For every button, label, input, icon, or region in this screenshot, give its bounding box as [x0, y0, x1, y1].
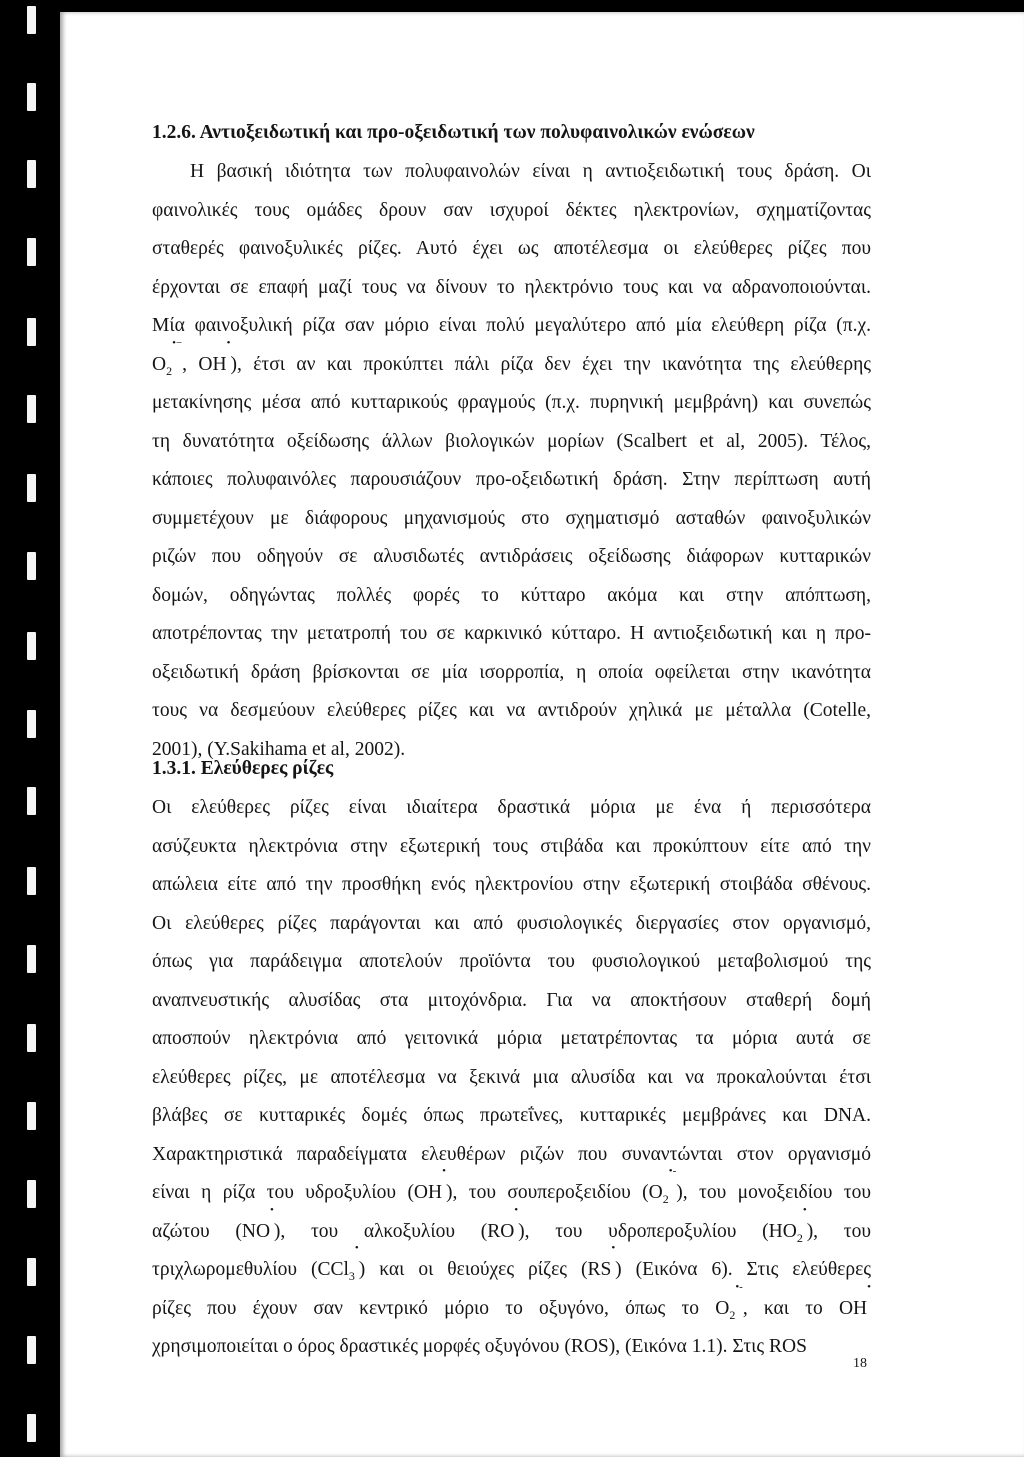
text-line: ριζών που οδηγούν σε αλυσιδωτές αντιδράσεις οξείδωσης διάφορων κυτταρικών — [152, 546, 871, 567]
binder-tick — [27, 632, 36, 660]
text-line: Μία φαινοξυλική ρίζα σαν μόριο είναι πολύ μεγαλύτερο από μία ελεύθερη ρίζα (π.χ. — [152, 315, 871, 336]
text-line: ελεύθερες ρίζες, με αποτέλεσμα να ξεκινά μια αλυσίδα και να προκαλούνται έτσι — [152, 1066, 871, 1088]
binder-tick — [27, 710, 36, 738]
text-line: δομών, οδηγώντας πολλές φορές το κύτταρο ακόμα και στην απόπτωση, — [152, 584, 871, 606]
text-line: ασύζευκτα ηλεκτρόνια στην εξωτερική τους στιβάδα και προκύπτουν είτε από την — [152, 835, 871, 857]
binder-edge — [0, 0, 48, 1457]
binder-tick — [27, 1102, 36, 1130]
binder-tick — [27, 160, 36, 188]
section-heading-1-2-6: 1.2.6. Αντιοξειδωτική και προ-οξειδωτική των πολυφαινολικών ενώσεων — [152, 122, 755, 143]
text-line: φαινολικές τους ομάδες δρουν σαν ισχυροί δέκτες ηλεκτρονίων, σχηματίζοντας — [152, 199, 871, 221]
binder-tick — [27, 1414, 36, 1442]
binder-tick — [27, 945, 36, 973]
text-line: χρησιμοποιείται ο όρος δραστικές μορφές οξυγόνου (ROS), (Εικόνα 1.1). Στις ROS — [152, 1336, 807, 1357]
binder-tick — [27, 1180, 36, 1208]
binder-tick — [27, 474, 36, 502]
text-line: 2001), (Y.Sakihama et al, 2002). — [152, 738, 406, 760]
text-line: $O_2^{•-}$, OH•), έτσι αν και προκύπτει πάλι ρίζα δεν έχει την ικανότητα της ελεύθερης — [152, 336, 871, 378]
text-line: έρχονται σε επαφή μαζί τους να δίνουν το ηλεκτρόνιο τους και να αδρανοποιούνται. — [152, 276, 871, 298]
binder-tick — [27, 552, 36, 580]
text-line: όπως για παράδειγμα αποτελούν προϊόντα του φυσιολογικού μεταβολισμού της — [152, 951, 871, 972]
text-line: κάποιες πολυφαινόλες παρουσιάζουν προ-οξειδωτική δράση. Στην περίπτωση αυτή — [152, 469, 871, 490]
binder-tick — [27, 238, 36, 266]
text-line: μετακίνησης μέσα από κυτταρικούς φραγμούς (π.χ. πυρηνική μεμβράνη) και συνεπώς — [152, 392, 871, 413]
text-line: Οι ελεύθερες ρίζες παράγονται και από φυσιολογικές διεργασίες στον οργανισμό, — [152, 912, 871, 934]
binder-tick — [27, 1336, 36, 1364]
binder-tick — [27, 83, 36, 111]
text-line: τριχλωρομεθυλίου (CCl$_3$•) και οι θειούχες ρίζες (RS•) (Εικόνα 6). Στις ελεύθερες — [152, 1242, 871, 1283]
binder-tick — [27, 395, 36, 423]
text-line: Χαρακτηριστικά παραδείγματα ελευθέρων ριζών που συναντώνται στον οργανισμό — [152, 1143, 871, 1165]
text-line: Η βασική ιδιότητα των πολυφαινολών είναι η αντιοξειδωτική τους δράση. Οι — [190, 161, 871, 182]
text-line: αποσπούν ηλεκτρόνια από γειτονικά μόρια μετατρέποντας τα μόρια αυτά σε — [152, 1028, 871, 1049]
text-line: απώλεια είτε από την προσθήκη ενός ηλεκτρονίου στην εξωτερική στοιβάδα σθένους. — [152, 874, 871, 895]
text-line: αζώτου (NO•), του αλκοξυλίου (RO•), του υδροπεροξυλίου $(HO_2^•)$, του — [152, 1203, 871, 1245]
text-line: αποτρέποντας την μετατροπή του σε καρκινικό κύτταρο. Η αντιοξειδωτική και η προ- — [152, 623, 871, 644]
section-heading-1-3-1: 1.3.1. Ελεύθερες ρίζες — [152, 758, 334, 779]
text-line: Οι ελεύθερες ρίζες είναι ιδιαίτερα δραστικά μόρια με ένα ή περισσότερα — [152, 797, 871, 818]
binder-tick — [27, 1024, 36, 1052]
page-number: 18 — [853, 1356, 867, 1371]
text-line: είναι η ρίζα του υδροξυλίου (OH•), του σουπεροξειδίου $(O_2^{•-})$, του μονοξειδίου του — [152, 1165, 872, 1206]
section-1-body — [152, 153, 871, 769]
text-line: βλάβες σε κυτταρικές δομές όπως πρωτεΐνες, κυτταρικές μεμβράνες και DNA. — [152, 1105, 871, 1126]
binder-tick — [27, 1258, 36, 1286]
text-line: συμμετέχουν με διάφορους μηχανισμούς στο σχηματισμό ασταθών φαινοξυλικών — [152, 507, 871, 529]
section-2-body — [152, 789, 871, 1367]
text-line: σταθερές φαινοξυλικές ρίζες. Αυτό έχει ως αποτέλεσμα οι ελεύθερες ρίζες που — [152, 238, 871, 259]
text-line: τη δυνατότητα οξείδωσης άλλων βιολογικών μορίων (Scalbert et al, 2005). Τέλος, — [152, 430, 871, 452]
binder-tick — [27, 318, 36, 346]
text-line: αναπνευστικής αλυσίδας στα μιτοχόνδρια. Για να αποκτήσουν σταθερή δομή — [152, 989, 871, 1011]
binder-tick — [27, 787, 36, 815]
binder-tick — [27, 6, 36, 34]
text-line: ρίζες που έχουν σαν κεντρικό μόριο το οξυγόνο, όπως το $O_2^{•-}$, και το OH• — [152, 1280, 871, 1322]
binder-tick — [27, 867, 36, 895]
text-line: τους να δεσμεύουν ελεύθερες ρίζες και να αντιδρούν χηλικά με μέταλλα (Cotelle, — [152, 700, 871, 721]
text-line: οξειδωτική δράση βρίσκονται σε μία ισορροπία, η οποία οφείλεται στην ικανότητα — [152, 661, 871, 683]
